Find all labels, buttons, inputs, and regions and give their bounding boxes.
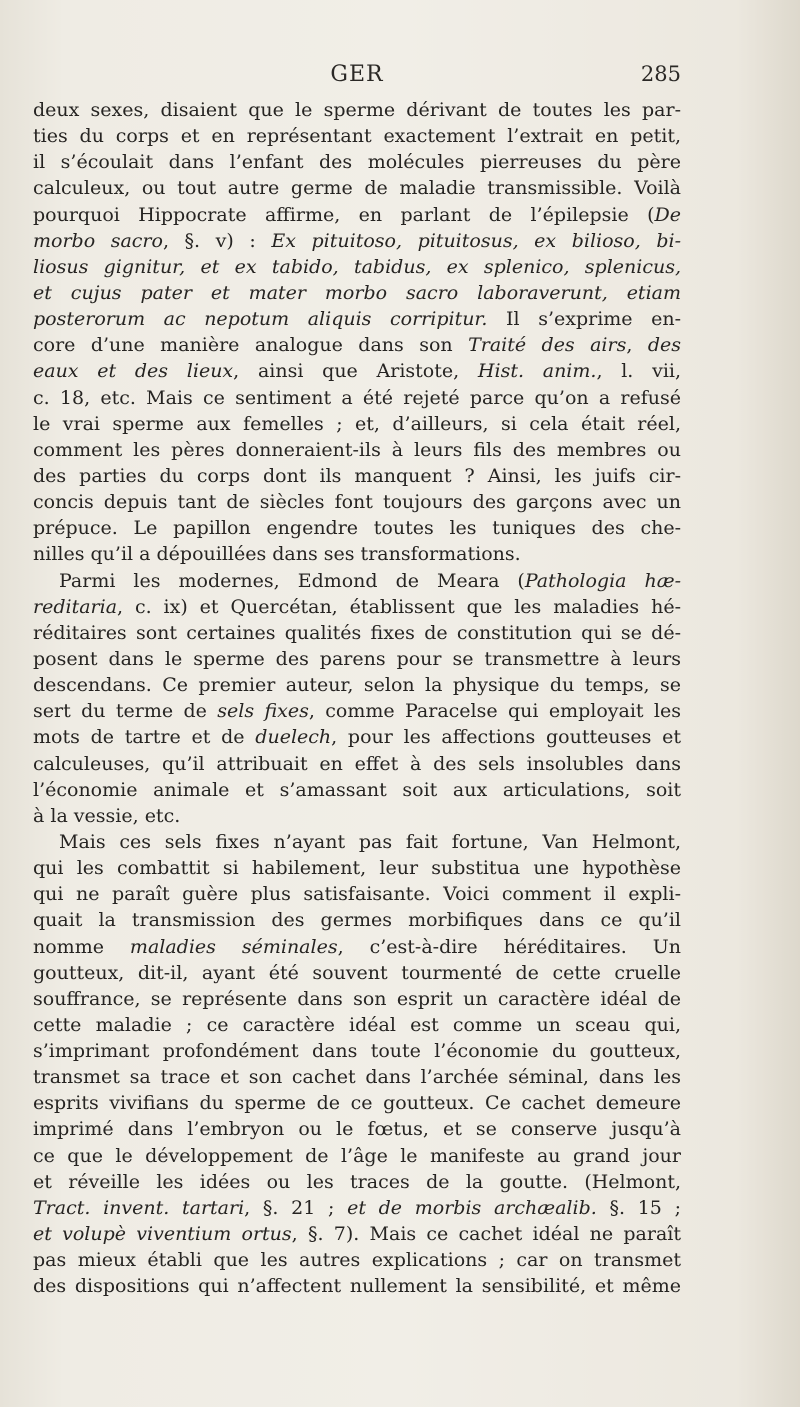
text-run: l’économie animale et s’amassant soit aux articulations, soit [33, 778, 681, 801]
text-run: souffrance, se représente dans son esprit un caractère idéal de [33, 987, 681, 1010]
text-line [33, 489, 681, 515]
text-run: mots de tartre et de [33, 726, 256, 749]
page-number: 285 [640, 62, 681, 86]
text-run: Parmi les modernes, Edmond de Meara ( [59, 569, 525, 592]
text-run: ties du corps et en représentant exactement l’extrait en petit, [33, 125, 681, 148]
text-run: , ainsi que Aristote, [233, 360, 478, 383]
italic-text-run: liosus gignitur, et ex tabido, tabidus, ex splenico, splenicus, [33, 255, 681, 278]
text-run: , §. v) : [162, 229, 272, 252]
text-line [33, 829, 681, 855]
italic-text-run: et de morbis archæalib. [347, 1196, 597, 1219]
text-line [33, 332, 681, 358]
text-line [33, 541, 681, 567]
italic-text-run: Traité des airs [468, 334, 627, 357]
text-line [33, 1038, 681, 1064]
text-run: pas mieux établi que les autres explications ; car on transmet [33, 1249, 681, 1272]
text-line [33, 1012, 681, 1038]
text-run: , l. vii, [596, 360, 681, 383]
text-line [33, 1195, 681, 1221]
text-line [33, 280, 681, 306]
text-line [33, 123, 681, 149]
text-line [33, 724, 681, 750]
text-run: à la vessie, etc. [33, 804, 181, 827]
italic-text-run: Hist. anim. [477, 360, 597, 383]
italic-text-run: maladies séminales [129, 935, 338, 958]
text-run: , c’est-à-dire héréditaires. Un [337, 935, 681, 958]
text-run: pourquoi Hippocrate affirme, en parlant de l’épilepsie ( [33, 203, 655, 226]
italic-text-run: sels fixes [217, 700, 309, 723]
text-line [33, 986, 681, 1012]
italic-text-run: reditaria [33, 595, 118, 618]
text-run: , comme Paracelse qui employait les [308, 700, 681, 723]
text-line [33, 1169, 681, 1195]
text-line [33, 907, 681, 933]
text-line [33, 411, 681, 437]
text-line [33, 594, 681, 620]
text-line [33, 698, 681, 724]
text-run: cette maladie ; ce caractère idéal est comme un sceau qui, [33, 1013, 681, 1036]
text-run: des dispositions qui n’affectent nullement la sensibilité, et même [33, 1275, 681, 1298]
text-run: goutteux, dit-il, ayant été souvent tourmenté de cette cruelle [33, 961, 681, 984]
text-line [33, 1273, 681, 1299]
text-run: Il s’exprime en- [487, 308, 681, 331]
italic-text-run: Pathologia hæ- [524, 569, 681, 592]
text-line [33, 228, 681, 254]
italic-text-run: Tract. invent. tartari [33, 1196, 245, 1219]
text-line [33, 672, 681, 698]
text-line [33, 437, 681, 463]
text-run: prépuce. Le papillon engendre toutes les tuniques des che- [33, 517, 681, 540]
text-run: , c. ix) et Quercétan, établissent que les maladies hé- [117, 595, 681, 618]
text-line [33, 777, 681, 803]
italic-text-run: Ex pituitoso, pituitosus, ex bilioso, bi- [271, 229, 681, 252]
text-line [33, 202, 681, 228]
text-line [33, 803, 681, 829]
text-line [33, 306, 681, 332]
text-line [33, 646, 681, 672]
text-line [33, 175, 681, 201]
text-line [33, 385, 681, 411]
text-run: des parties du corps dont ils manquent ? Ainsi, les juifs cir- [33, 464, 681, 487]
text-run: c. 18, etc. Mais ce sentiment a été rejeté parce qu’on a refusé [33, 386, 681, 409]
text-run: réditaires sont certaines qualités fixes de constitution qui se dé- [33, 621, 681, 644]
text-run: calculeux, ou tout autre germe de maladie transmissible. Voilà [33, 177, 681, 200]
italic-text-run: De [654, 203, 681, 226]
italic-text-run: posterorum ac nepotum aliquis corripitur. [33, 308, 488, 331]
text-line [33, 568, 681, 594]
text-run: nilles qu’il a dépouillées dans ses transformations. [33, 543, 521, 566]
text-line [33, 1116, 681, 1142]
text-run: deux sexes, disaient que le sperme dérivant de toutes les par- [33, 99, 681, 121]
text-run: transmet sa trace et son cachet dans l’archée séminal, dans les [33, 1066, 681, 1089]
text-run: qui les combattit si habilement, leur substitua une hypothèse [33, 857, 681, 880]
text-run: s’imprimant profondément dans toute l’économie du goutteux, [33, 1040, 681, 1063]
text-line [33, 1064, 681, 1090]
text-run: , §. 7). Mais ce cachet idéal ne paraît [291, 1223, 681, 1246]
text-line [33, 358, 681, 384]
text-run: et réveille les idées ou les traces de la goutte. (Helmont, [33, 1170, 681, 1193]
text-run: nomme [33, 935, 130, 958]
text-line [33, 960, 681, 986]
text-run: core d’une manière analogue dans son [33, 334, 469, 357]
text-run: sert du terme de [33, 700, 218, 723]
text-line [33, 751, 681, 777]
text-run: concis depuis tant de siècles font toujours des garçons avec un [33, 491, 681, 514]
text-run: , §. 21 ; [244, 1196, 348, 1219]
text-run: ce que le développement de l’âge le manifeste au grand jour [33, 1144, 681, 1167]
text-line [33, 515, 681, 541]
text-line [33, 1143, 681, 1169]
italic-text-run: morbo sacro [33, 229, 163, 252]
text-run: calculeuses, qu’il attribuait en effet à des sels insolubles dans [33, 752, 681, 775]
italic-text-run: et volupè viventium ortus [33, 1223, 292, 1246]
body-text [33, 97, 681, 1299]
text-line [33, 463, 681, 489]
text-line [33, 1221, 681, 1247]
italic-text-run: duelech [255, 726, 332, 749]
italic-text-run: des [647, 334, 681, 357]
text-run: , pour les affections goutteuses et [331, 726, 681, 749]
text-line [33, 934, 681, 960]
text-run: le vrai sperme aux femelles ; et, d’ailleurs, si cela était réel, [33, 412, 681, 435]
text-line [33, 1247, 681, 1273]
text-run: qui ne paraît guère plus satisfaisante. Voici comment il expli- [33, 883, 681, 906]
text-line [33, 881, 681, 907]
text-line [33, 254, 681, 280]
italic-text-run: eaux et des lieux [33, 360, 234, 383]
text-run: imprimé dans l’embryon ou le fœtus, et se conserve jusqu’à [33, 1118, 681, 1141]
text-line [33, 1090, 681, 1116]
text-line [33, 149, 681, 175]
running-head [33, 62, 681, 92]
running-head-title: GER [330, 62, 384, 87]
italic-text-run: et cujus pater et mater morbo sacro laboraverunt, etiam [33, 281, 681, 304]
text-line [33, 97, 681, 123]
text-run: il s’écoulait dans l’enfant des molécules pierreuses du père [33, 151, 681, 174]
text-run: comment les pères donneraient-ils à leurs fils des membres ou [33, 438, 681, 461]
text-line [33, 855, 681, 881]
text-line [33, 620, 681, 646]
text-run: §. 15 ; [596, 1196, 681, 1219]
text-run: esprits vivifians du sperme de ce goutteux. Ce cachet demeure [33, 1092, 681, 1115]
text-run: posent dans le sperme des parens pour se transmettre à leurs [33, 647, 681, 670]
text-run: descendans. Ce premier auteur, selon la physique du temps, se [33, 674, 681, 697]
text-run: Mais ces sels fixes n’ayant pas fait fortune, Van Helmont, [59, 830, 681, 853]
text-run: , [626, 334, 648, 357]
text-run: quait la transmission des germes morbifiques dans ce qu’il [33, 909, 681, 932]
